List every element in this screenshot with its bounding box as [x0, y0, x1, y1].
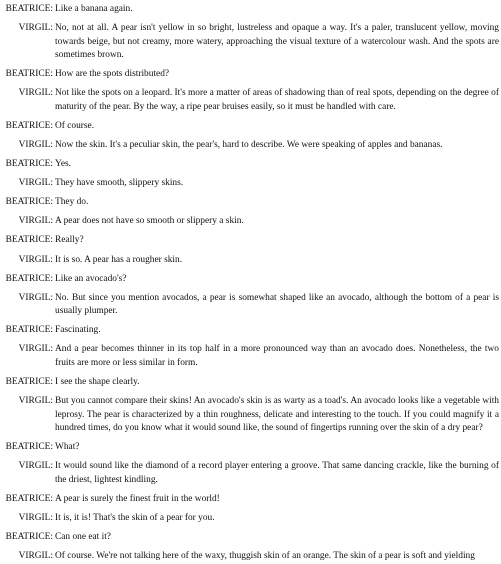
speech-text: And a pear becomes thinner in its top half in a more pronounced way than an avocado does. Nonetheless, the two fruits are more or less similar in form.: [55, 344, 499, 368]
dialogue-line: [0, 441, 501, 455]
speech-text: Yes.: [55, 159, 71, 170]
dialogue-line: [0, 158, 501, 172]
dialogue-line: [0, 531, 501, 545]
speech-text: They have smooth, slippery skins.: [55, 178, 184, 189]
dialogue-line: [0, 177, 501, 191]
speaker-name: VIRGIL:: [18, 551, 53, 562]
speech-text: Like an avocado's?: [55, 273, 127, 284]
dialogue-line: [0, 550, 501, 564]
speaker-name: VIRGIL:: [18, 396, 53, 407]
speech-text: Of course.: [55, 120, 95, 131]
speaker-name: VIRGIL:: [18, 344, 53, 355]
speech-text: No, not at all. A pear isn't yellow in so bright, lustreless and opaque a way. It's a paler, translucent yellow, moving towards beige, but not creamy, more watery, approaching the visual texture of a watercolour wash. And the spots are sometimes brown.: [55, 23, 499, 61]
dialogue-line: [0, 254, 501, 268]
speech-text: They do.: [55, 197, 89, 208]
speech-text: I see the shape clearly.: [55, 377, 140, 387]
dialogue-line: [0, 273, 501, 287]
dialogue-line: [0, 460, 501, 487]
speaker-name: VIRGIL:: [18, 216, 53, 227]
speaker-name: BEATRICE:: [5, 377, 53, 387]
speech-text: But you cannot compare their skins! An avocado's skin is as warty as a toad's. An avocado looks like a vegetable with leprosy. The pear is characterized by a thin roughness, delicate and interesting to the touch. If you could magnify it a hundred times, do you know what it would sound like, the sound of fingertips running over the skin of a dry pear?: [55, 396, 499, 434]
dialogue-line: [0, 87, 501, 114]
dialogue-line: [0, 512, 501, 526]
speech-text: Fascinating.: [55, 325, 101, 336]
speech-text: Of course. We're not talking here of the waxy, thuggish skin of an orange. The skin of a pear is soft and yielding: [55, 551, 475, 562]
speaker-name: BEATRICE:: [5, 69, 53, 80]
speaker-name: BEATRICE:: [5, 120, 53, 131]
speaker-name: VIRGIL:: [18, 23, 53, 34]
dialogue-line: [0, 139, 501, 153]
speaker-name: BEATRICE:: [5, 159, 53, 170]
speech-text: Not like the spots on a leopard. It's more a matter of areas of shadowing than of real spots, depending on the degree of maturity of the pear. By the way, a ripe pear bruises easily, so it must be handled with care.: [55, 88, 499, 112]
speaker-name: VIRGIL:: [18, 254, 53, 265]
speaker-name: VIRGIL:: [18, 292, 53, 303]
speaker-name: VIRGIL:: [18, 461, 53, 472]
speaker-name: BEATRICE:: [5, 325, 53, 336]
speaker-name: BEATRICE:: [5, 532, 53, 543]
dialogue-line: [0, 22, 501, 63]
speech-text: It would sound like the diamond of a record player entering a groove. That same dancing crackle, like the burning of the driest, lightest kindling.: [55, 461, 499, 485]
dialogue-line: [0, 120, 501, 134]
dialogue-line: [0, 196, 501, 210]
speech-text: It is so. A pear has a rougher skin.: [55, 254, 183, 265]
speech-text: Now the skin. It's a peculiar skin, the pear's, hard to describe. We were speaking of apples and bananas.: [55, 139, 443, 150]
dialogue-line: [0, 215, 501, 229]
dialogue-line: [0, 395, 501, 436]
dialogue-line: [0, 493, 501, 507]
dialogue-line: [0, 376, 501, 390]
speech-text: How are the spots distributed?: [55, 69, 170, 80]
dialogue-line: [0, 292, 501, 319]
speech-text: No. But since you mention avocados, a pear is somewhat shaped like an avocado, although the bottom of a pear is usually plumper.: [55, 292, 499, 317]
dialogue-line: [0, 324, 501, 338]
speech-text: A pear does not have so smooth or slippery a skin.: [55, 216, 244, 227]
speaker-name: BEATRICE:: [5, 273, 53, 284]
dialogue-line: [0, 343, 501, 370]
speaker-name: VIRGIL:: [18, 178, 53, 189]
speaker-name: BEATRICE:: [5, 235, 53, 246]
speaker-name: BEATRICE:: [5, 197, 53, 208]
speaker-name: BEATRICE:: [5, 493, 53, 504]
dialogue-line: [0, 68, 501, 82]
speaker-name: BEATRICE:: [5, 4, 53, 14]
speech-text: Like a banana again.: [55, 4, 133, 14]
speaker-name: VIRGIL:: [18, 512, 53, 523]
speech-text: A pear is surely the finest fruit in the world!: [55, 493, 220, 504]
speaker-name: BEATRICE:: [5, 442, 53, 453]
speaker-name: VIRGIL:: [18, 139, 53, 150]
dialogue-line: [0, 3, 501, 17]
speech-text: What?: [55, 442, 80, 453]
speech-text: Can one eat it?: [55, 532, 111, 543]
speech-text: It is, it is! That's the skin of a pear for you.: [55, 512, 215, 523]
speaker-name: VIRGIL:: [18, 88, 53, 99]
speech-text: Really?: [55, 235, 84, 246]
dialogue-line: [0, 234, 501, 248]
